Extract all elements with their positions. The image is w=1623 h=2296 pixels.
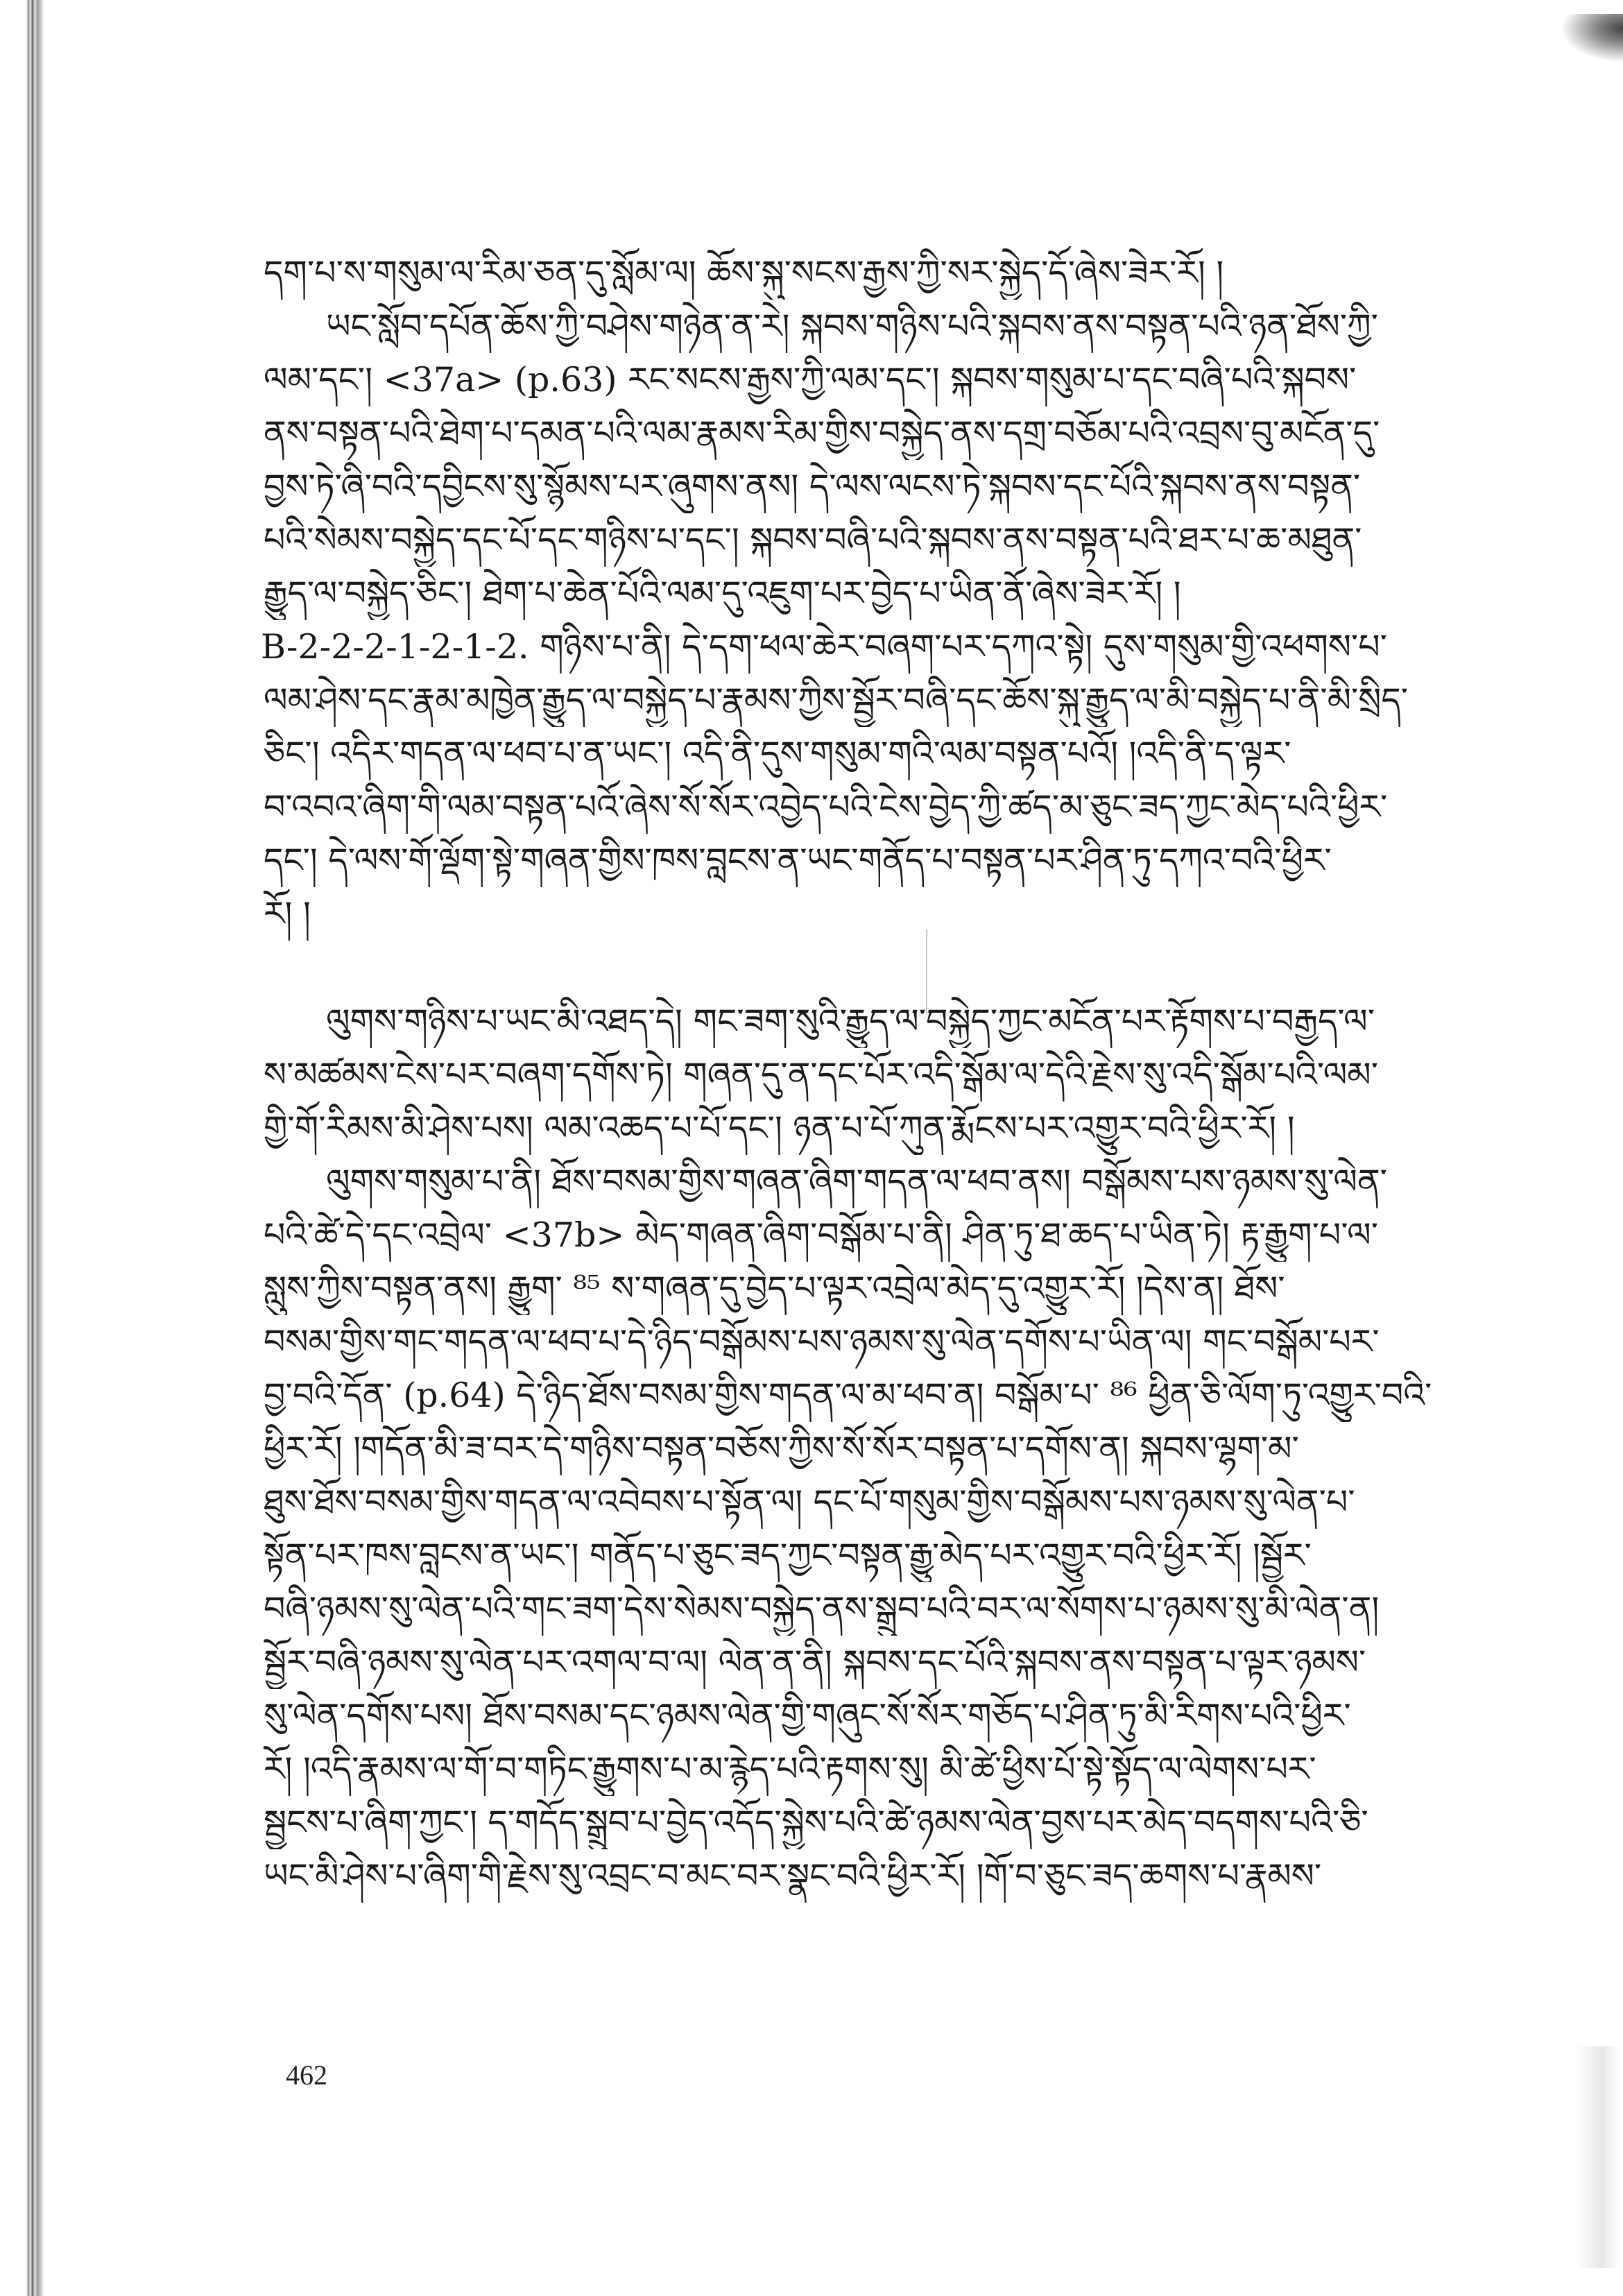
page-body bbox=[261, 246, 1463, 1903]
text-line: བསམ་གྱིས་གང་གདན་ལ་ཕབ་པ་དེ་ཉིད་བསྒོམས་པས་ཉམས་སུ་ལེན་དགོས་པ་ཡིན་ལ། གང་བསྒོམ་པར་ bbox=[264, 1322, 1380, 1362]
text-line: གྱི་གོ་རིམས་མི་ཤེས་པས། ལམ་འཆད་པ་པོ་དང་། ཉན་པ་པོ་ཀུན་རྨོངས་པར་འགྱུར་བའི་ཕྱིར་རོ། ། bbox=[264, 1108, 1295, 1148]
text-line: རོ། ། bbox=[264, 894, 311, 934]
paragraph-1 bbox=[264, 246, 1463, 300]
text-line: ཐུས་ཐོས་བསམ་གྱིས་གདན་ལ་འབེབས་པ་སྟོན་ལ། དང་པོ་གསུམ་གྱིས་བསྒོམས་པས་ཉམས་སུ་ལེན་པ་ bbox=[264, 1482, 1355, 1522]
text-line: དག་པ་ས་གསུམ་ལ་རིམ་ཅན་དུ་སློམ་ལ། ཆོས་སྐུ་སངས་རྒྱས་ཀྱི་སར་སྐྱེད་དོ་ཞེས་ཟེར་རོ། ། bbox=[264, 253, 1224, 293]
text-line: བ་འབའ་ཞིག་གི་ལམ་བསྟན་པའོ་ཞེས་སོ་སོར་འབྱེད་པའི་ངེས་བྱེད་ཀྱི་ཚད་མ་ཅུང་ཟད་ཀྱང་མེད་པའི་ཕྱིར་ bbox=[264, 787, 1388, 827]
page-number: 462 bbox=[286, 2059, 327, 2091]
scan-edge-corner bbox=[1561, 14, 1623, 62]
text-line: སྦྱོར་བཞི་ཉམས་སུ་ལེན་པར་འགལ་བ་ལ། ལེན་ན་ནི། སྐབས་དང་པོའི་སྐབས་ནས་བསྟན་པ་ལྟར་ཉམས་ bbox=[264, 1643, 1366, 1682]
text-line: རྒྱུད་ལ་བསྐྱེད་ཅིང་། ཐེག་པ་ཆེན་པོའི་ལམ་དུ་འཇུག་པར་བྱེད་པ་ཡིན་ནོ་ཞེས་ཟེར་རོ། ། bbox=[264, 574, 1181, 613]
scan-edge-left bbox=[26, 0, 44, 2296]
paragraph-5 bbox=[264, 1155, 1463, 1903]
text-line: ནས་བསྟན་པའི་ཐེག་པ་དམན་པའི་ལམ་རྣམས་རིམ་གྱིས་བསྐྱེད་ནས་དགྲ་བཅོམ་པའི་འབྲས་བུ་མངོན་དུ་ bbox=[264, 413, 1380, 453]
text-line: པའི་ཚེ་དེ་དང་འབྲེལ་ <37b> མེད་གཞན་ཞིག་བསྒོམ་པ་ནི། ཤིན་ཏུ་ཐ་ཆད་པ་ཡིན་ཏེ། རྟ་རྒྱུག་པ་ལ་ bbox=[264, 1215, 1379, 1255]
text-line: ལུགས་གཉིས་པ་ཡང་མི་འཐད་དེ། གང་ཟག་སུའི་རྒྱུད་ལ་བསྐྱེད་ཀྱང་མངོན་པར་རྟོགས་པ་བརྒྱད་ལ་ bbox=[326, 1002, 1375, 1041]
paragraph-3 bbox=[261, 620, 1463, 941]
text-line: སུ་ལེན་དགོས་པས། ཐོས་བསམ་དང་ཉམས་ལེན་གྱི་གཞུང་སོ་སོར་གཅོད་པ་ཤིན་ཏུ་མི་རིགས་པའི་ཕྱིར་ bbox=[264, 1696, 1351, 1736]
text-line: བཞི་ཉམས་སུ་ལེན་པའི་གང་ཟག་དེས་སེམས་བསྐྱེད་ནས་སྒྲུབ་པའི་བར་ལ་སོགས་པ་ཉམས་སུ་མི་ལེན་ན། bbox=[264, 1589, 1380, 1629]
text-line: ལུགས་གསུམ་པ་ནི། ཐོས་བསམ་གྱིས་གཞན་ཞིག་གདན་ལ་ཕབ་ནས། བསྒོམས་པས་ཉམས་སུ་ལེན་ bbox=[326, 1162, 1387, 1201]
text-line: དང་། དེ་ལས་གོ་ལྡོག་སྟེ་གཞན་གྱིས་ཁས་བླངས་ན་ཡང་གནོད་པ་བསྟན་པར་ཤིན་ཏུ་དཀའ་བའི་ཕྱིར་ bbox=[264, 841, 1332, 880]
text-line: སྦྱངས་པ་ཞིག་ཀྱང་། ད་གདོད་སྒྲུབ་པ་བྱེད་འདོད་སྐྱེས་པའི་ཚེ་ཉམས་ལེན་བྱས་པར་མེད་བདགས་པའི་ཅི་ bbox=[264, 1803, 1368, 1842]
text-line: སྟོན་པར་ཁས་བླངས་ན་ཡང་། གནོད་པ་ཅུང་ཟད་ཀྱང་བསྟན་རྒྱུ་མེད་པར་འགྱུར་བའི་ཕྱིར་རོ། །སྦྱོར་ bbox=[264, 1536, 1312, 1575]
text-line: ལམ་ཤེས་དང་རྣམ་མཁྱེན་རྒྱུད་ལ་བསྐྱེད་པ་རྣམས་ཀྱིས་སྦྱོར་བཞི་དང་ཆོས་སྐུ་རྒྱུད་ལ་མི་བསྐྱེད་པ་ནི་མི་སྲིད་ bbox=[264, 680, 1409, 720]
text-line: བྱ་བའི་དོན་ (p.64) དེ་ཉིད་ཐོས་བསམ་གྱིས་གདན་ལ་མ་ཕབ་ན། བསྒོམ་པ་ ⁸⁶ ཕྱིན་ཅི་ལོག་ཏུ་འགྱུར་བའི་ bbox=[264, 1376, 1432, 1415]
text-line: ཡང་སློབ་དཔོན་ཆོས་ཀྱི་བཤེས་གཉེན་ན་རེ། སྐབས་གཉིས་པའི་སྐབས་ནས་བསྟན་པའི་ཉན་ཐོས་ཀྱི་ bbox=[326, 307, 1378, 346]
text-line: ས་མཚམས་ངེས་པར་བཞག་དགོས་ཏེ། གཞན་དུ་ན་དང་པོར་འདི་སྒོམ་ལ་དེའི་རྗེས་སུ་འདི་སྒོམ་པའི་ལམ་ bbox=[264, 1055, 1378, 1095]
section-heading-line: B-2-2-2-1-2-1-2. གཉིས་པ་ནི། དེ་དག་ཕལ་ཆེར་བཞག་པར་དཀའ་སྟེ། དུས་གསུམ་གྱི་འཕགས་པ་ bbox=[261, 627, 1387, 667]
text-line: རོ། །འདི་རྣམས་ལ་གོ་བ་གཏིང་རྒྱུགས་པ་མ་རྙེད་པའི་རྟགས་སུ། མི་ཚེ་ཕྱིས་པོ་སྟེ་སྟོད་ལ་ལེགས་པར་ bbox=[264, 1749, 1316, 1789]
text-line: ལམ་དང་། <37a> (p.63) རང་སངས་རྒྱས་ཀྱི་ལམ་དང་། སྐབས་གསུམ་པ་དང་བཞི་པའི་སྐབས་ bbox=[264, 360, 1357, 400]
scan-edge-bottom-right bbox=[1577, 2046, 1619, 2268]
text-line: བྱས་ཏེ་ཞི་བའི་དབྱིངས་སུ་སྙོམས་པར་ཞུགས་ནས། དེ་ལས་ལངས་ཏེ་སྐབས་དང་པོའི་སྐབས་ནས་བསྟན་ bbox=[264, 467, 1361, 506]
text-line: ཅིང་། འདིར་གདན་ལ་ཕབ་པ་ན་ཡང་། འདི་ནི་དུས་གསུམ་གའི་ལམ་བསྟན་པའོ། །འདི་ནི་ད་ལྟར་ bbox=[264, 734, 1291, 773]
text-line: སླུས་ཀྱིས་བསྟན་ནས། རྒྱུག་ ⁸⁵ ས་གཞན་དུ་བྱེད་པ་ལྟར་འབྲེལ་མེད་དུ་འགྱུར་རོ། །དེས་ན། ཐོས་ bbox=[264, 1269, 1285, 1308]
text-line: ཕྱིར་རོ། །གདོན་མི་ཟ་བར་དེ་གཉིས་བསྟན་བཅོས་ཀྱིས་སོ་སོར་བསྟན་པ་དགོས་ན། སྐབས་ལྷག་མ་ bbox=[264, 1429, 1299, 1468]
text-line: ཡང་མི་ཤེས་པ་ཞིག་གི་རྗེས་སུ་འབྲང་བ་མང་བར་སྣང་བའི་ཕྱིར་རོ། །གོ་བ་ཅུང་ཟད་ཆགས་པ་རྣམས་ bbox=[264, 1856, 1322, 1896]
text-line: པའི་སེམས་བསྐྱེད་དང་པོ་དང་གཉིས་པ་དང་། སྐབས་བཞི་པའི་སྐབས་ནས་བསྟན་པའི་ཐར་པ་ཆ་མཐུན་ bbox=[264, 520, 1362, 560]
paragraph-gap bbox=[264, 941, 1463, 995]
paragraph-4 bbox=[264, 995, 1463, 1155]
paragraph-2 bbox=[264, 300, 1463, 620]
